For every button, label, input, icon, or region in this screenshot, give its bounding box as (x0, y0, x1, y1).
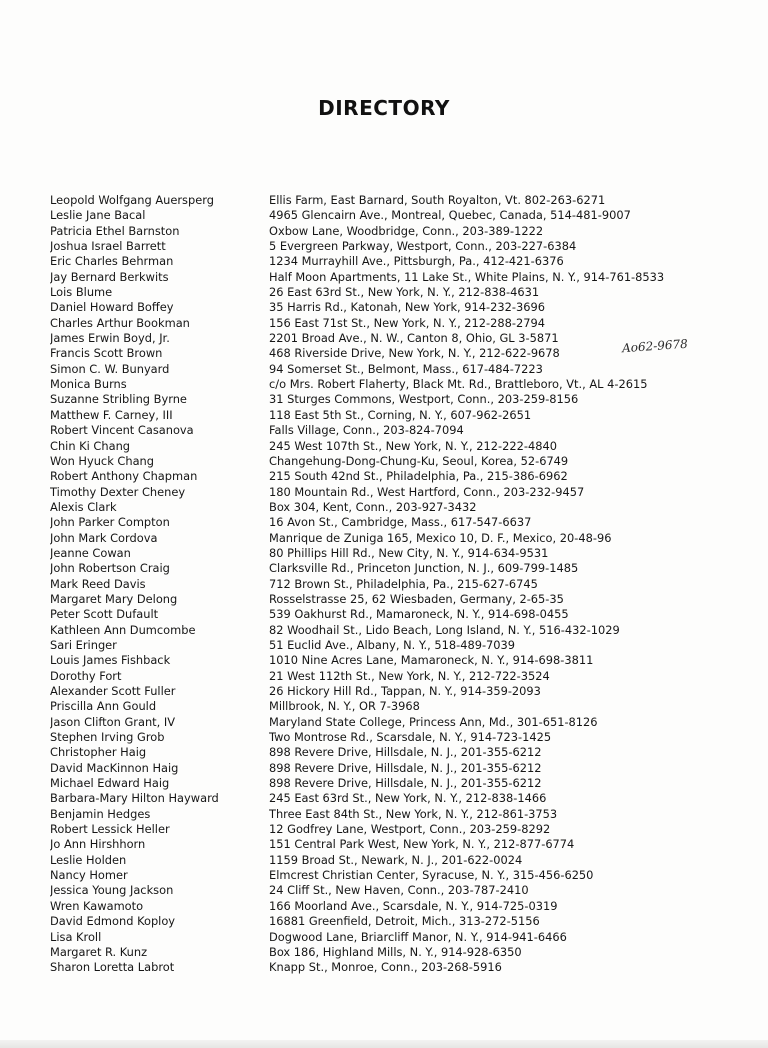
directory-entry (50, 638, 750, 653)
entry-address: 5 Evergreen Parkway, Westport, Conn., 203-227-6384 (269, 239, 577, 254)
entry-address: 12 Godfrey Lane, Westport, Conn., 203-259-8292 (269, 822, 551, 837)
directory-entry (50, 868, 750, 883)
entry-address: Two Montrose Rd., Scarsdale, N. Y., 914-723-1425 (269, 730, 552, 745)
entry-address: 26 East 63rd St., New York, N. Y., 212-838-4631 (269, 285, 540, 300)
directory-entry (50, 561, 750, 576)
entry-name: Jessica Young Jackson (50, 883, 174, 898)
directory-entry (50, 439, 750, 454)
entry-address: 245 East 63rd St., New York, N. Y., 212-838-1466 (269, 791, 547, 806)
entry-address: Box 304, Kent, Conn., 203-927-3432 (269, 499, 477, 514)
entry-address: 245 West 107th St., New York, N. Y., 212-222-4840 (269, 438, 557, 453)
directory-entry (50, 531, 750, 546)
entry-address: 31 Sturges Commons, Westport, Conn., 203-259-8156 (269, 392, 579, 407)
page-title: DIRECTORY (318, 96, 450, 120)
entry-address: 215 South 42nd St., Philadelphia, Pa., 215-386-6962 (269, 469, 568, 484)
entry-name: Sharon Loretta Labrot (50, 960, 175, 975)
directory-entry (50, 270, 750, 285)
entry-address: Millbrook, N. Y., OR 7-3968 (269, 699, 420, 714)
entry-name: Stephen Irving Grob (50, 730, 165, 745)
entry-name: Eric Charles Behrman (50, 254, 174, 269)
entry-name: Matthew F. Carney, III (50, 407, 173, 422)
entry-address: 539 Oakhurst Rd., Mamaroneck, N. Y., 914-698-0455 (269, 607, 569, 622)
entry-name: Louis James Fishback (50, 653, 171, 668)
directory-entry (50, 669, 750, 684)
entry-name: James Erwin Boyd, Jr. (50, 331, 170, 346)
entry-name: John Robertson Craig (50, 561, 170, 576)
entry-address: 468 Riverside Drive, New York, N. Y., 212-622-9678 (269, 346, 560, 361)
entry-name: Lisa Kroll (50, 929, 102, 944)
entry-name: Leopold Wolfgang Auersperg (50, 193, 214, 207)
directory-entry (50, 362, 750, 377)
entry-address: Box 186, Highland Mills, N. Y., 914-928-6350 (269, 944, 522, 959)
entry-name: Peter Scott Dufault (50, 607, 159, 622)
entry-name: Margaret Mary Delong (50, 591, 178, 606)
entry-address: 1159 Broad St., Newark, N. J., 201-622-0024 (269, 852, 523, 867)
entry-name: Joshua Israel Barrett (50, 239, 166, 254)
directory-entry (50, 761, 750, 776)
directory-entry (50, 730, 750, 745)
entry-address: 898 Revere Drive, Hillsdale, N. J., 201-355-6212 (269, 745, 542, 760)
entry-name: Sari Eringer (50, 637, 117, 652)
entry-name: Jeanne Cowan (50, 545, 131, 560)
entry-address: Three East 84th St., New York, N. Y., 212-861-3753 (269, 806, 558, 821)
directory-entry (50, 300, 750, 315)
entry-name: David Edmond Koploy (50, 914, 176, 929)
directory-entry (50, 469, 750, 484)
directory-entry (50, 653, 750, 668)
directory-entry (50, 224, 750, 239)
directory-entry (50, 423, 750, 438)
directory-entry (50, 791, 750, 806)
directory-entry (50, 377, 750, 392)
directory-entry (50, 546, 750, 561)
entry-address: 1234 Murrayhill Ave., Pittsburgh, Pa., 412-421-6376 (269, 254, 564, 269)
directory-entry (50, 945, 750, 960)
directory-entry (50, 577, 750, 592)
entry-address: Elmcrest Christian Center, Syracuse, N. Y., 315-456-6250 (269, 868, 594, 883)
directory-entry (50, 485, 750, 500)
entry-name: Timothy Dexter Cheney (50, 484, 186, 499)
directory-entry (50, 899, 750, 914)
entry-address: 898 Revere Drive, Hillsdale, N. J., 201-355-6212 (269, 776, 542, 791)
entry-address: 35 Harris Rd., Katonah, New York, 914-232-3696 (269, 300, 545, 315)
entry-name: Chin Ki Chang (50, 438, 131, 453)
entry-address: c/o Mrs. Robert Flaherty, Black Mt. Rd., Brattleboro, Vt., AL 4-2615 (269, 377, 648, 392)
entry-address: 712 Brown St., Philadelphia, Pa., 215-627-6745 (269, 576, 538, 591)
entry-address: 2201 Broad Ave., N. W., Canton 8, Ohio, GL 3-5871 (269, 331, 559, 346)
directory-entry (50, 883, 750, 898)
entry-name: Monica Burns (50, 377, 127, 392)
entry-address: Knapp St., Monroe, Conn., 203-268-5916 (269, 960, 502, 975)
entry-address: Oxbow Lane, Woodbridge, Conn., 203-389-1222 (269, 223, 544, 238)
entry-address: 180 Mountain Rd., West Hartford, Conn., 203-232-9457 (269, 484, 585, 499)
directory-entry (50, 776, 750, 791)
entry-name: Robert Vincent Casanova (50, 423, 194, 438)
entry-address: Changehung-Dong-Chung-Ku, Seoul, Korea, 52-6749 (269, 453, 569, 468)
directory-entry (50, 500, 750, 515)
entry-address: Rosselstrasse 25, 62 Wiesbaden, Germany, 2-65-35 (269, 591, 564, 606)
entry-address: 898 Revere Drive, Hillsdale, N. J., 201-355-6212 (269, 760, 542, 775)
entry-address: 21 West 112th St., New York, N. Y., 212-722-3524 (269, 668, 550, 683)
entry-address: 4965 Glencairn Ave., Montreal, Quebec, Canada, 514-481-9007 (269, 208, 631, 223)
entry-name: Patricia Ethel Barnston (50, 223, 180, 238)
directory-entry (50, 715, 750, 730)
directory-entry (50, 285, 750, 300)
entry-name: Leslie Holden (50, 852, 127, 867)
entry-address: Dogwood Lane, Briarcliff Manor, N. Y., 914-941-6466 (269, 929, 567, 944)
entry-address: 16 Avon St., Cambridge, Mass., 617-547-6637 (269, 515, 532, 530)
directory-entry (50, 684, 750, 699)
entry-name: Christopher Haig (50, 745, 147, 760)
entry-address: Manrique de Zuniga 165, Mexico 10, D. F., Mexico, 20-48-96 (269, 530, 612, 545)
handwritten-note: Ao62-9678 (621, 336, 689, 356)
entry-name: Lois Blume (50, 285, 113, 300)
entry-name: Simon C. W. Bunyard (50, 361, 170, 376)
entry-address: 16881 Greenfield, Detroit, Mich., 313-272-5156 (269, 914, 540, 929)
directory-entry (50, 822, 750, 837)
directory-entry (50, 254, 750, 269)
entry-address: Clarksville Rd., Princeton Junction, N. J., 609-799-1485 (269, 561, 579, 576)
directory-entry (50, 807, 750, 822)
entry-address: Half Moon Apartments, 11 Lake St., White Plains, N. Y., 914-761-8533 (269, 269, 665, 284)
entry-name: Alexis Clark (50, 499, 117, 514)
directory-entry (50, 837, 750, 852)
entry-name: Wren Kawamoto (50, 898, 144, 913)
directory-entry (50, 853, 750, 868)
entry-name: Barbara-Mary Hilton Hayward (50, 791, 219, 806)
entry-address: Maryland State College, Princess Ann, Md., 301-651-8126 (269, 714, 598, 729)
entry-name: Francis Scott Brown (50, 346, 163, 361)
entry-name: Benjamin Hedges (50, 806, 151, 821)
directory-entry (50, 515, 750, 530)
entry-name: Charles Arthur Bookman (50, 315, 190, 330)
directory-entry (50, 454, 750, 469)
entry-address: Ellis Farm, East Barnard, South Royalton, Vt. 802-263-6271 (269, 193, 606, 207)
entry-name: Michael Edward Haig (50, 776, 170, 791)
entry-address: 118 East 5th St., Corning, N. Y., 607-962-2651 (269, 407, 532, 422)
directory-entry (50, 960, 750, 975)
entry-name: Mark Reed Davis (50, 576, 146, 591)
directory-entry (50, 193, 750, 208)
directory-entry (50, 699, 750, 714)
entry-address: 82 Woodhail St., Lido Beach, Long Island, N. Y., 516-432-1029 (269, 622, 620, 637)
entry-name: Suzanne Stribling Byrne (50, 392, 187, 407)
directory-list (50, 193, 750, 976)
directory-entry (50, 623, 750, 638)
page-bottom-edge (0, 1040, 768, 1048)
entry-name: Won Hyuck Chang (50, 453, 155, 468)
directory-entry (50, 592, 750, 607)
directory-entry (50, 408, 750, 423)
entry-name: Jason Clifton Grant, IV (50, 714, 176, 729)
entry-name: Jay Bernard Berkwits (50, 269, 169, 284)
entry-address: Falls Village, Conn., 203-824-7094 (269, 423, 464, 438)
entry-name: Kathleen Ann Dumcombe (50, 622, 196, 637)
entry-name: John Parker Compton (50, 515, 170, 530)
entry-name: Margaret R. Kunz (50, 944, 148, 959)
entry-name: John Mark Cordova (50, 530, 158, 545)
directory-entry (50, 208, 750, 223)
entry-address: 26 Hickory Hill Rd., Tappan, N. Y., 914-359-2093 (269, 684, 541, 698)
directory-entry (50, 392, 750, 407)
entry-address: 166 Moorland Ave., Scarsdale, N. Y., 914-725-0319 (269, 898, 558, 913)
entry-address: 1010 Nine Acres Lane, Mamaroneck, N. Y., 914-698-3811 (269, 653, 594, 668)
entry-name: David MacKinnon Haig (50, 760, 179, 775)
entry-address: 156 East 71st St., New York, N. Y., 212-288-2794 (269, 315, 545, 330)
entry-name: Dorothy Fort (50, 668, 122, 683)
entry-name: Jo Ann Hirshhorn (50, 837, 146, 852)
entry-address: 151 Central Park West, New York, N. Y., 212-877-6774 (269, 837, 575, 852)
entry-address: 51 Euclid Ave., Albany, N. Y., 518-489-7039 (269, 637, 516, 652)
directory-entry (50, 930, 750, 945)
entry-name: Alexander Scott Fuller (50, 684, 176, 698)
directory-entry (50, 914, 750, 929)
entry-name: Daniel Howard Boffey (50, 300, 174, 315)
entry-address: 94 Somerset St., Belmont, Mass., 617-484-7223 (269, 361, 543, 376)
directory-entry (50, 239, 750, 254)
directory-entry (50, 607, 750, 622)
entry-address: 24 Cliff St., New Haven, Conn., 203-787-2410 (269, 883, 529, 898)
directory-entry (50, 745, 750, 760)
entry-address: 80 Phillips Hill Rd., New City, N. Y., 914-634-9531 (269, 545, 549, 560)
entry-name: Nancy Homer (50, 868, 128, 883)
directory-entry (50, 316, 750, 331)
entry-name: Priscilla Ann Gould (50, 699, 157, 714)
entry-name: Leslie Jane Bacal (50, 208, 146, 223)
entry-name: Robert Anthony Chapman (50, 469, 198, 484)
entry-name: Robert Lessick Heller (50, 822, 170, 837)
